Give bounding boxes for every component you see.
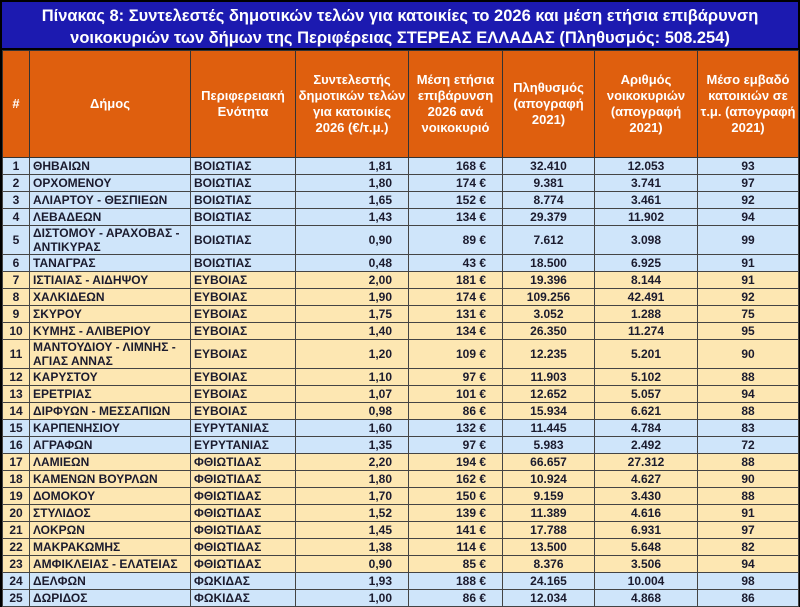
row-index-cell: 25 [3, 590, 30, 607]
annual-burden-cell: 194 € [409, 454, 503, 471]
population-cell: 19.396 [503, 272, 595, 289]
annual-burden-cell: 174 € [409, 289, 503, 306]
avg-area-cell: 82 [698, 539, 799, 556]
avg-area-cell: 97 [698, 175, 799, 192]
row-index-cell: 17 [3, 454, 30, 471]
header-fee-rate: Συντελεστής δημοτικών τελών για κατοικίες 2026 (€/τ.μ.) [296, 51, 409, 158]
households-cell: 3.506 [595, 556, 698, 573]
table-row [3, 437, 799, 454]
households-cell: 8.144 [595, 272, 698, 289]
regional-unit-cell: ΒΟΙΩΤΙΑΣ [191, 192, 296, 209]
households-cell: 3.430 [595, 488, 698, 505]
table-row [3, 471, 799, 488]
fee-rate-cell: 1,75 [296, 306, 409, 323]
regional-unit-cell: ΒΟΙΩΤΙΑΣ [191, 158, 296, 175]
header-annual-burden: Μέση ετήσια επιβάρυνση 2026 ανά νοικοκυριό [409, 51, 503, 158]
avg-area-cell: 75 [698, 306, 799, 323]
regional-unit-cell: ΦΩΚΙΔΑΣ [191, 573, 296, 590]
regional-unit-cell: ΦΘΙΩΤΙΔΑΣ [191, 454, 296, 471]
population-cell: 12.034 [503, 590, 595, 607]
municipality-cell: ΧΑΛΚΙΔΕΩΝ [30, 289, 191, 306]
avg-area-cell: 99 [698, 226, 799, 255]
annual-burden-cell: 86 € [409, 403, 503, 420]
municipality-cell: ΚΑΜΕΝΩΝ ΒΟΥΡΛΩΝ [30, 471, 191, 488]
fee-rate-cell: 1,70 [296, 488, 409, 505]
annual-burden-cell: 188 € [409, 573, 503, 590]
population-cell: 12.235 [503, 340, 595, 369]
regional-unit-cell: ΕΥΒΟΙΑΣ [191, 340, 296, 369]
fee-rate-cell: 1,35 [296, 437, 409, 454]
title-line-2: νοικοκυριών των δήμων της Περιφέρειας ΣΤΕΡΕΑΣ ΕΛΛΑΔΑΣ (Πληθυσμός: 508.254) [70, 29, 730, 47]
annual-burden-cell: 139 € [409, 505, 503, 522]
population-cell: 18.500 [503, 255, 595, 272]
municipality-cell: ΚΑΡΠΕΝΗΣΙΟΥ [30, 420, 191, 437]
annual-burden-cell: 162 € [409, 471, 503, 488]
table-row [3, 403, 799, 420]
table-row [3, 226, 799, 255]
annual-burden-cell: 174 € [409, 175, 503, 192]
row-index-cell: 10 [3, 323, 30, 340]
fee-rate-cell: 0,98 [296, 403, 409, 420]
population-cell: 66.657 [503, 454, 595, 471]
avg-area-cell: 88 [698, 454, 799, 471]
population-cell: 7.612 [503, 226, 595, 255]
header-households: Αριθμός νοικοκυριών (απογραφή 2021) [595, 51, 698, 158]
table-row [3, 175, 799, 192]
municipality-cell: ΤΑΝΑΓΡΑΣ [30, 255, 191, 272]
fee-rate-cell: 1,00 [296, 590, 409, 607]
row-index-cell: 13 [3, 386, 30, 403]
households-cell: 11.902 [595, 209, 698, 226]
regional-unit-cell: ΕΥΡΥΤΑΝΙΑΣ [191, 420, 296, 437]
population-cell: 11.903 [503, 369, 595, 386]
population-cell: 9.159 [503, 488, 595, 505]
households-cell: 3.741 [595, 175, 698, 192]
municipality-cell: ΑΓΡΑΦΩΝ [30, 437, 191, 454]
households-cell: 5.057 [595, 386, 698, 403]
table-row [3, 590, 799, 607]
households-cell: 27.312 [595, 454, 698, 471]
municipality-cell: ΑΜΦΙΚΛΕΙΑΣ - ΕΛΑΤΕΙΑΣ [30, 556, 191, 573]
households-cell: 3.461 [595, 192, 698, 209]
table-row [3, 556, 799, 573]
regional-unit-cell: ΦΘΙΩΤΙΔΑΣ [191, 471, 296, 488]
population-cell: 5.983 [503, 437, 595, 454]
row-index-cell: 16 [3, 437, 30, 454]
fee-rate-cell: 0,90 [296, 556, 409, 573]
regional-unit-cell: ΕΥΒΟΙΑΣ [191, 369, 296, 386]
regional-unit-cell: ΦΘΙΩΤΙΔΑΣ [191, 488, 296, 505]
avg-area-cell: 88 [698, 403, 799, 420]
annual-burden-cell: 168 € [409, 158, 503, 175]
regional-unit-cell: ΦΘΙΩΤΙΔΑΣ [191, 505, 296, 522]
row-index-cell: 14 [3, 403, 30, 420]
table-row [3, 573, 799, 590]
avg-area-cell: 97 [698, 522, 799, 539]
fee-rate-cell: 1,80 [296, 175, 409, 192]
fee-rate-cell: 1,60 [296, 420, 409, 437]
municipality-cell: ΕΡΕΤΡΙΑΣ [30, 386, 191, 403]
avg-area-cell: 94 [698, 209, 799, 226]
avg-area-cell: 94 [698, 556, 799, 573]
row-index-cell: 21 [3, 522, 30, 539]
regional-unit-cell: ΕΥΒΟΙΑΣ [191, 386, 296, 403]
table-row [3, 454, 799, 471]
avg-area-cell: 88 [698, 488, 799, 505]
regional-unit-cell: ΕΥΒΟΙΑΣ [191, 272, 296, 289]
annual-burden-cell: 131 € [409, 306, 503, 323]
annual-burden-cell: 152 € [409, 192, 503, 209]
row-index-cell: 1 [3, 158, 30, 175]
regional-unit-cell: ΕΥΒΟΙΑΣ [191, 306, 296, 323]
title-line-1: Πίνακας 8: Συντελεστές δημοτικών τελών για κατοικίες το 2026 και μέση ετήσια επιβάρυνση [41, 7, 759, 25]
header-row [3, 51, 799, 158]
municipality-cell: ΣΚΥΡΟΥ [30, 306, 191, 323]
population-cell: 13.500 [503, 539, 595, 556]
fee-rate-cell: 0,90 [296, 226, 409, 255]
regional-unit-cell: ΦΩΚΙΔΑΣ [191, 590, 296, 607]
population-cell: 15.934 [503, 403, 595, 420]
municipality-cell: ΔΕΛΦΩΝ [30, 573, 191, 590]
households-cell: 6.621 [595, 403, 698, 420]
row-index-cell: 4 [3, 209, 30, 226]
municipality-cell: ΚΑΡΥΣΤΟΥ [30, 369, 191, 386]
municipal-fees-table [2, 50, 799, 607]
households-cell: 4.627 [595, 471, 698, 488]
regional-unit-cell: ΕΥΡΥΤΑΝΙΑΣ [191, 437, 296, 454]
row-index-cell: 15 [3, 420, 30, 437]
municipality-cell: ΔΩΡΙΔΟΣ [30, 590, 191, 607]
regional-unit-cell: ΒΟΙΩΤΙΑΣ [191, 175, 296, 192]
table-row [3, 158, 799, 175]
annual-burden-cell: 101 € [409, 386, 503, 403]
regional-unit-cell: ΒΟΙΩΤΙΑΣ [191, 255, 296, 272]
table-row [3, 306, 799, 323]
avg-area-cell: 91 [698, 505, 799, 522]
municipality-cell: ΔΟΜΟΚΟΥ [30, 488, 191, 505]
regional-unit-cell: ΦΘΙΩΤΙΔΑΣ [191, 556, 296, 573]
municipality-cell: ΟΡΧΟΜΕΝΟΥ [30, 175, 191, 192]
table-row [3, 209, 799, 226]
regional-unit-cell: ΕΥΒΟΙΑΣ [191, 403, 296, 420]
households-cell: 42.491 [595, 289, 698, 306]
table-row [3, 272, 799, 289]
fee-rate-cell: 2,20 [296, 454, 409, 471]
population-cell: 9.381 [503, 175, 595, 192]
annual-burden-cell: 89 € [409, 226, 503, 255]
fee-rate-cell: 1,20 [296, 340, 409, 369]
avg-area-cell: 90 [698, 471, 799, 488]
households-cell: 5.102 [595, 369, 698, 386]
regional-unit-cell: ΒΟΙΩΤΙΑΣ [191, 226, 296, 255]
households-cell: 6.931 [595, 522, 698, 539]
municipality-cell: ΘΗΒΑΙΩΝ [30, 158, 191, 175]
row-index-cell: 12 [3, 369, 30, 386]
households-cell: 4.616 [595, 505, 698, 522]
population-cell: 10.924 [503, 471, 595, 488]
row-index-cell: 23 [3, 556, 30, 573]
table-row [3, 539, 799, 556]
municipality-cell: ΔΙΣΤΟΜΟΥ - ΑΡΑΧΟΒΑΣ - ΑΝΤΙΚΥΡΑΣ [30, 226, 191, 255]
annual-burden-cell: 85 € [409, 556, 503, 573]
header-index: # [3, 51, 30, 158]
avg-area-cell: 90 [698, 340, 799, 369]
regional-unit-cell: ΦΘΙΩΤΙΔΑΣ [191, 522, 296, 539]
population-cell: 3.052 [503, 306, 595, 323]
fee-rate-cell: 1,65 [296, 192, 409, 209]
households-cell: 4.868 [595, 590, 698, 607]
population-cell: 29.379 [503, 209, 595, 226]
annual-burden-cell: 134 € [409, 323, 503, 340]
municipality-cell: ΜΑΚΡΑΚΩΜΗΣ [30, 539, 191, 556]
households-cell: 1.288 [595, 306, 698, 323]
annual-burden-cell: 97 € [409, 369, 503, 386]
households-cell: 5.201 [595, 340, 698, 369]
table-row [3, 323, 799, 340]
annual-burden-cell: 43 € [409, 255, 503, 272]
table-row [3, 255, 799, 272]
avg-area-cell: 93 [698, 158, 799, 175]
municipality-cell: ΣΤΥΛΙΔΟΣ [30, 505, 191, 522]
row-index-cell: 22 [3, 539, 30, 556]
table-row [3, 505, 799, 522]
row-index-cell: 6 [3, 255, 30, 272]
avg-area-cell: 91 [698, 255, 799, 272]
annual-burden-cell: 132 € [409, 420, 503, 437]
row-index-cell: 5 [3, 226, 30, 255]
table-row [3, 340, 799, 369]
fee-rate-cell: 1,81 [296, 158, 409, 175]
annual-burden-cell: 109 € [409, 340, 503, 369]
table-row [3, 488, 799, 505]
avg-area-cell: 94 [698, 386, 799, 403]
fee-rate-cell: 1,45 [296, 522, 409, 539]
municipality-cell: ΜΑΝΤΟΥΔΙΟΥ - ΛΙΜΝΗΣ - ΑΓΙΑΣ ΑΝΝΑΣ [30, 340, 191, 369]
population-cell: 24.165 [503, 573, 595, 590]
row-index-cell: 2 [3, 175, 30, 192]
municipality-cell: ΚΥΜΗΣ - ΑΛΙΒΕΡΙΟΥ [30, 323, 191, 340]
population-cell: 11.445 [503, 420, 595, 437]
row-index-cell: 19 [3, 488, 30, 505]
avg-area-cell: 91 [698, 272, 799, 289]
municipality-cell: ΑΛΙΑΡΤΟΥ - ΘΕΣΠΙΕΩΝ [30, 192, 191, 209]
avg-area-cell: 95 [698, 323, 799, 340]
fee-rate-cell: 1,38 [296, 539, 409, 556]
fee-rate-cell: 0,48 [296, 255, 409, 272]
households-cell: 10.004 [595, 573, 698, 590]
households-cell: 12.053 [595, 158, 698, 175]
municipality-cell: ΛΟΚΡΩΝ [30, 522, 191, 539]
table-row [3, 522, 799, 539]
header-municipality: Δήμος [30, 51, 191, 158]
fee-rate-cell: 1,07 [296, 386, 409, 403]
population-cell: 109.256 [503, 289, 595, 306]
fee-rate-cell: 1,10 [296, 369, 409, 386]
avg-area-cell: 92 [698, 192, 799, 209]
regional-unit-cell: ΒΟΙΩΤΙΑΣ [191, 209, 296, 226]
municipality-cell: ΛΑΜΙΕΩΝ [30, 454, 191, 471]
households-cell: 4.784 [595, 420, 698, 437]
row-index-cell: 20 [3, 505, 30, 522]
fee-rate-cell: 1,40 [296, 323, 409, 340]
header-population: Πληθυσμός (απογραφή 2021) [503, 51, 595, 158]
avg-area-cell: 88 [698, 369, 799, 386]
avg-area-cell: 83 [698, 420, 799, 437]
row-index-cell: 11 [3, 340, 30, 369]
households-cell: 5.648 [595, 539, 698, 556]
annual-burden-cell: 181 € [409, 272, 503, 289]
households-cell: 2.492 [595, 437, 698, 454]
table-row [3, 192, 799, 209]
households-cell: 6.925 [595, 255, 698, 272]
annual-burden-cell: 114 € [409, 539, 503, 556]
avg-area-cell: 86 [698, 590, 799, 607]
regional-unit-cell: ΕΥΒΟΙΑΣ [191, 289, 296, 306]
row-index-cell: 8 [3, 289, 30, 306]
population-cell: 12.652 [503, 386, 595, 403]
table-row [3, 369, 799, 386]
municipality-cell: ΔΙΡΦΥΩΝ - ΜΕΣΣΑΠΙΩΝ [30, 403, 191, 420]
table-row [3, 289, 799, 306]
population-cell: 32.410 [503, 158, 595, 175]
annual-burden-cell: 97 € [409, 437, 503, 454]
avg-area-cell: 98 [698, 573, 799, 590]
table-row [3, 386, 799, 403]
population-cell: 8.774 [503, 192, 595, 209]
regional-unit-cell: ΕΥΒΟΙΑΣ [191, 323, 296, 340]
households-cell: 3.098 [595, 226, 698, 255]
fee-rate-cell: 2,00 [296, 272, 409, 289]
row-index-cell: 7 [3, 272, 30, 289]
population-cell: 11.389 [503, 505, 595, 522]
regional-unit-cell: ΦΘΙΩΤΙΔΑΣ [191, 539, 296, 556]
municipality-cell: ΙΣΤΙΑΙΑΣ - ΑΙΔΗΨΟΥ [30, 272, 191, 289]
population-cell: 8.376 [503, 556, 595, 573]
annual-burden-cell: 141 € [409, 522, 503, 539]
population-cell: 26.350 [503, 323, 595, 340]
row-index-cell: 24 [3, 573, 30, 590]
fee-rate-cell: 1,80 [296, 471, 409, 488]
fee-rate-cell: 1,90 [296, 289, 409, 306]
table-title [0, 0, 800, 50]
fee-rate-cell: 1,43 [296, 209, 409, 226]
population-cell: 17.788 [503, 522, 595, 539]
avg-area-cell: 72 [698, 437, 799, 454]
row-index-cell: 3 [3, 192, 30, 209]
annual-burden-cell: 150 € [409, 488, 503, 505]
header-regional-unit: Περιφερειακή Ενότητα [191, 51, 296, 158]
avg-area-cell: 92 [698, 289, 799, 306]
fee-rate-cell: 1,52 [296, 505, 409, 522]
table-row [3, 420, 799, 437]
households-cell: 11.274 [595, 323, 698, 340]
annual-burden-cell: 134 € [409, 209, 503, 226]
row-index-cell: 9 [3, 306, 30, 323]
row-index-cell: 18 [3, 471, 30, 488]
annual-burden-cell: 86 € [409, 590, 503, 607]
header-avg-area: Μέσο εμβαδό κατοικιών σε τ.μ. (απογραφή 2021) [698, 51, 799, 158]
municipality-cell: ΛΕΒΑΔΕΩΝ [30, 209, 191, 226]
fee-rate-cell: 1,93 [296, 573, 409, 590]
